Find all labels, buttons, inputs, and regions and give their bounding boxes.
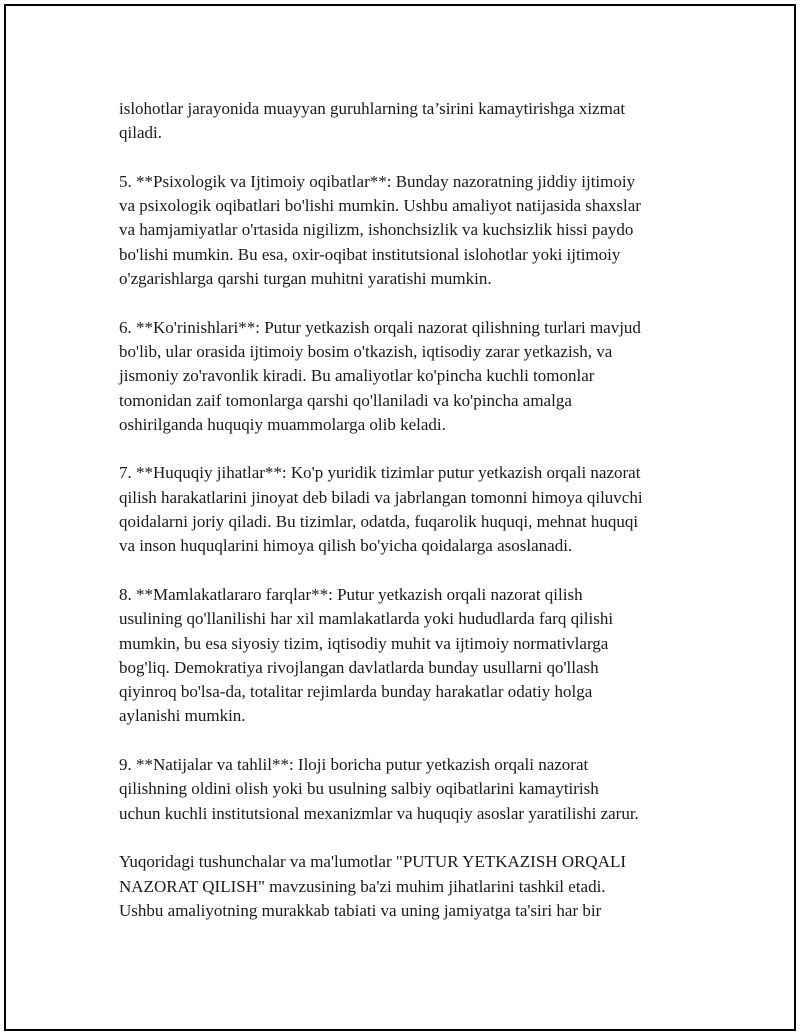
text-line: qiladi. (119, 123, 162, 143)
text-line: bog'liq. Demokratiya rivojlangan davlatlarda bunday usullarni qo'llash (119, 657, 599, 677)
text-line: 5. **Psixologik va Ijtimoiy oqibatlar**: Bunday nazoratning jiddiy ijtimoiy (119, 171, 636, 191)
text-line: va inson huquqlarini himoya qilish bo'yicha qoidalarga asoslanadi. (119, 536, 573, 556)
document-page (4, 4, 796, 1031)
text-line: qoidalarni joriy qiladi. Bu tizimlar, odatda, fuqarolik huquqi, mehnat huquqi (119, 512, 639, 532)
paragraph-conclusion (119, 850, 699, 923)
text-line: NAZORAT QILISH" mavzusining ba'zi muhim jihatlarini tashkil etadi. (119, 876, 606, 896)
text-line: Yuqoridagi tushunchalar va ma'lumotlar "PUTUR YETKAZISH ORQALI (119, 852, 627, 872)
text-line: 8. **Mamlakatlararo farqlar**: Putur yetkazish orqali nazorat qilish (119, 584, 583, 604)
text-line: 9. **Natijalar va tahlil**: Iloji boricha putur yetkazish orqali nazorat (119, 755, 589, 775)
text-line: jismoniy zo'ravonlik kiradi. Bu amaliyotlar ko'pincha kuchli tomonlar (119, 366, 595, 386)
text-line: mumkin, bu esa siyosiy tizim, iqtisodiy muhit va ijtimoiy normativlarga (119, 633, 609, 653)
text-line: uchun kuchli institutsional mexanizmlar va huquqiy asoslar yaratilishi zarur. (119, 803, 639, 823)
paragraph-item-8 (119, 583, 699, 729)
text-line: usulining qo'llanilishi har xil mamlakatlarda yoki hududlarda farq qilishi (119, 609, 614, 629)
document-body (119, 97, 699, 947)
text-line: Ushbu amaliyotning murakkab tabiati va uning jamiyatga ta'siri har bir (119, 900, 602, 920)
text-line: qilish harakatlarini jinoyat deb biladi va jabrlangan tomonni himoya qiluvchi (119, 487, 643, 507)
text-line: bo'lib, ular orasida ijtimoiy bosim o'tkazish, iqtisodiy zarar yetkazish, va (119, 341, 613, 361)
text-line: oshirilganda huquqiy muammolarga olib keladi. (119, 414, 446, 434)
text-line: aylanishi mumkin. (119, 706, 246, 726)
text-line: 7. **Huquqiy jihatlar**: Ko'p yuridik tizimlar putur yetkazish orqali nazorat (119, 463, 641, 483)
text-line: 6. **Ko'rinishlari**: Putur yetkazish orqali nazorat qilishning turlari mavjud (119, 317, 641, 337)
paragraph-item-5 (119, 170, 699, 291)
text-line: qiyinroq bo'lsa-da, totalitar rejimlarda bunday harakatlar odatiy holga (119, 682, 593, 702)
text-line: qilishning oldini olish yoki bu usulning salbiy oqibatlarini kamaytirish (119, 779, 599, 799)
paragraph-item-7 (119, 461, 699, 558)
text-line: islohotlar jarayonida muayyan guruhlarning ta’sirini kamaytirishga xizmat (119, 99, 626, 118)
text-line: bo'lishi mumkin. Bu esa, oxir-oqibat institutsional islohotlar yoki ijtimoiy (119, 244, 621, 264)
text-line: tomonidan zaif tomonlarga qarshi qo'llaniladi va ko'pincha amalga (119, 390, 572, 410)
paragraph-item-6 (119, 316, 699, 437)
text-line: o'zgarishlarga qarshi turgan muhitni yaratishi mumkin. (119, 269, 492, 289)
paragraph-intro-continuation (119, 97, 699, 146)
paragraph-item-9 (119, 753, 699, 826)
text-line: va psixologik oqibatlari bo'lishi mumkin. Ushbu amaliyot natijasida shaxslar (119, 196, 641, 216)
text-line: va hamjamiyatlar o'rtasida nigilizm, ishonchsizlik va kuchsizlik hissi paydo (119, 220, 634, 240)
